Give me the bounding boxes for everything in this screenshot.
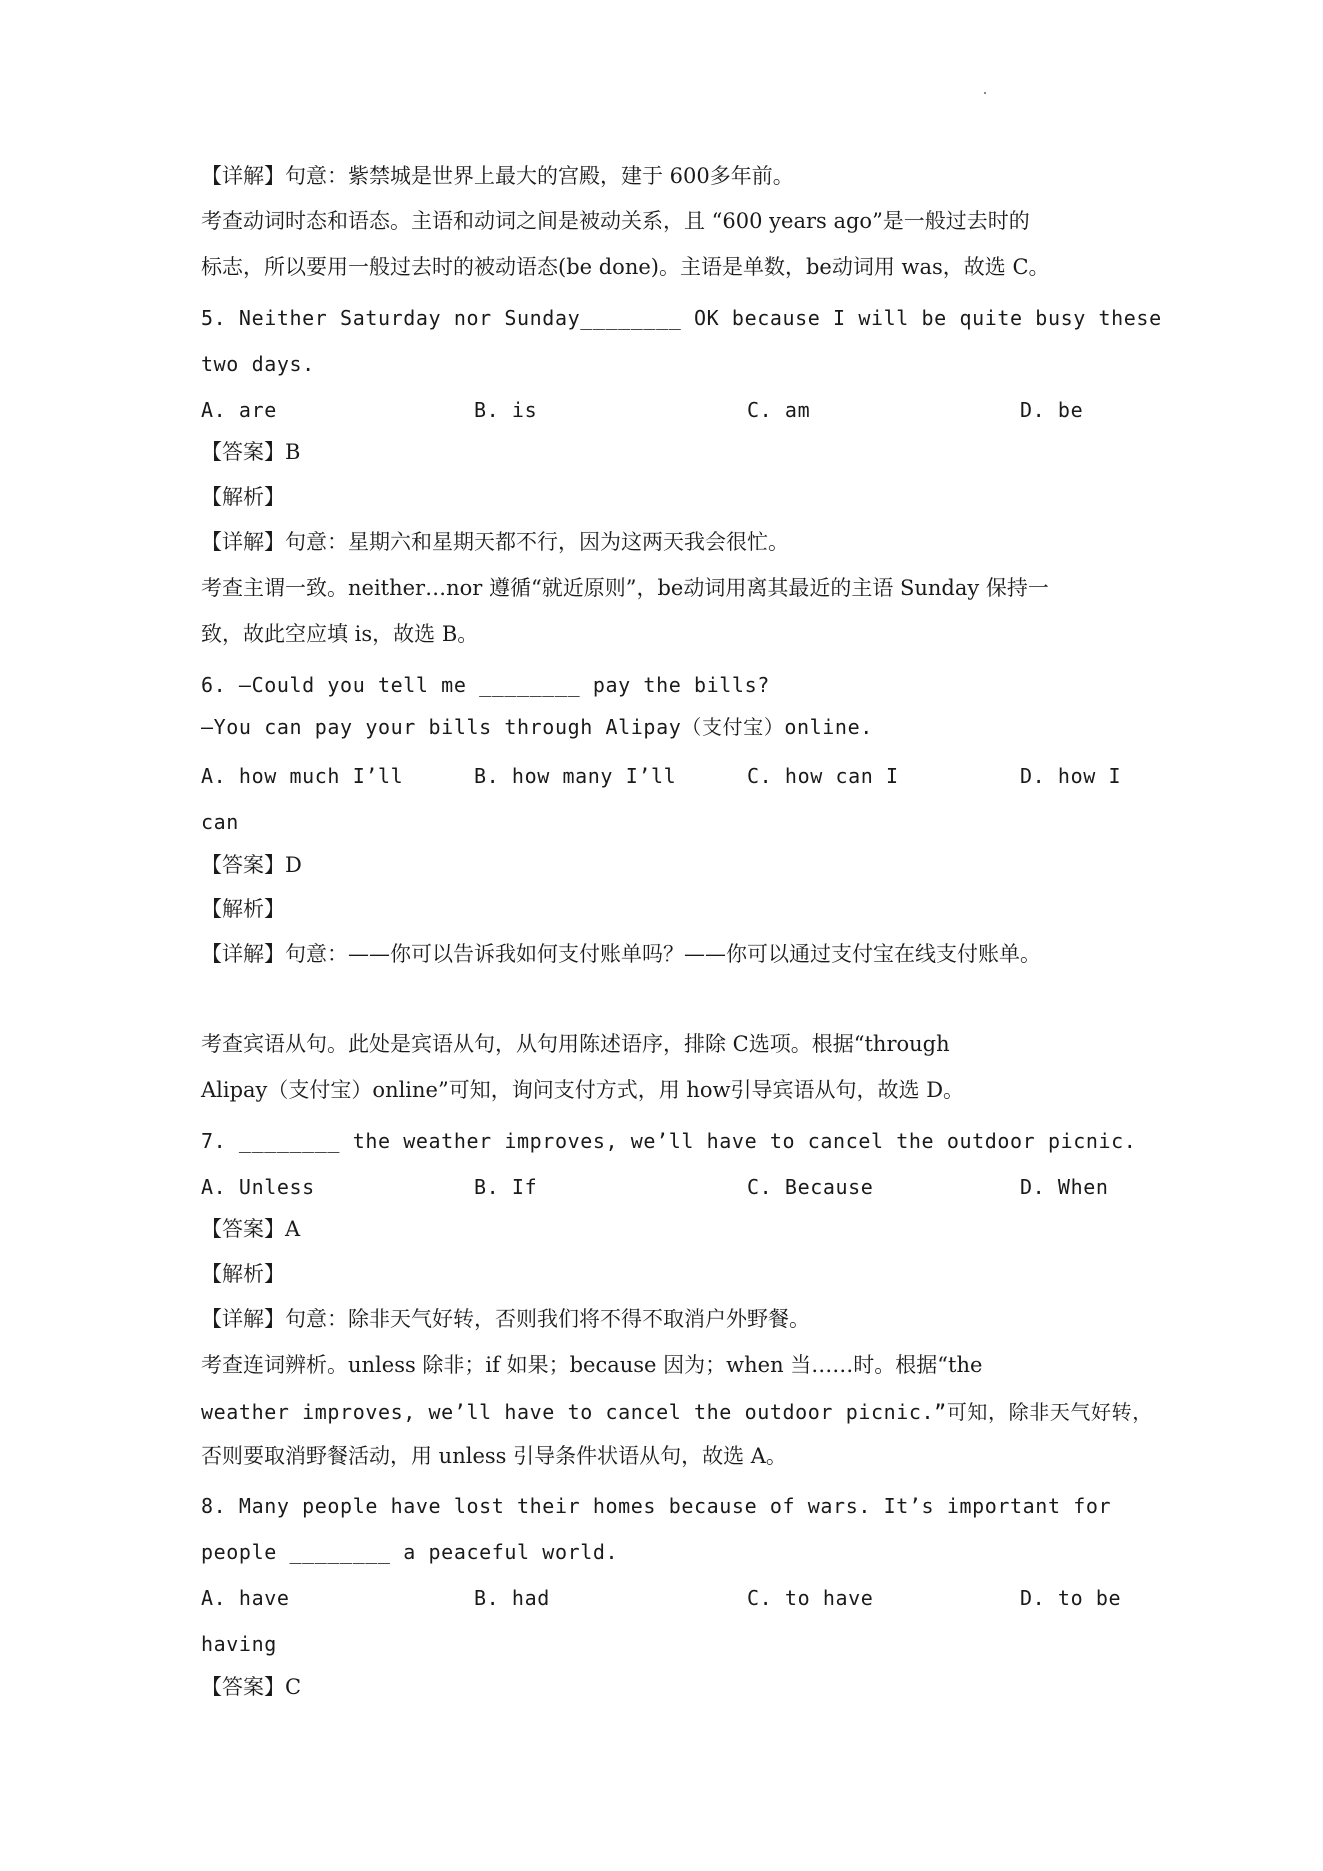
q4-detail: 【详解】句意：紫禁城是世界上最大的宫殿，建于 600多年前。 <box>201 164 794 188</box>
q8-option-a: A. have <box>201 1586 290 1610</box>
q8-option-b: B. had <box>474 1586 550 1610</box>
q6-option-d: D. how I <box>1020 764 1122 788</box>
q5-explain-line-2: 致，故此空应填 is，故选 B。 <box>201 622 479 646</box>
q7-explain-line-1: 考查连词辨析。unless 除非；if 如果；because 因为；when 当……时。根据“the <box>201 1353 983 1377</box>
q7-analysis-heading: 【解析】 <box>201 1262 285 1286</box>
q8-option-d: D. to be <box>1020 1586 1122 1610</box>
q5-explain-line-1: 考查主谓一致。neither…nor 遵循“就近原则”，be动词用离其最近的主语 Sunday 保持一 <box>201 576 1049 600</box>
q7-option-b: B. If <box>474 1175 538 1199</box>
q6-option-c: C. how can I <box>747 764 899 788</box>
q5-option-c: C. am <box>747 398 811 422</box>
q4-explain-line-1: 考查动词时态和语态。主语和动词之间是被动关系，且 “600 years ago”是一般过去时的 <box>201 209 1030 233</box>
q7-option-a: A. Unless <box>201 1175 315 1199</box>
q8-answer: 【答案】C <box>201 1675 302 1699</box>
q6-stem-line-1: 6. —Could you tell me ________ pay the bills? <box>201 673 770 697</box>
q6-option-b: B. how many I’ll <box>474 764 677 788</box>
q6-option-a: A. how much I’ll <box>201 764 404 788</box>
q7-option-d: D. When <box>1020 1175 1109 1199</box>
q4-explain-line-2: 标志，所以要用一般过去时的被动语态(be done)。主语是单数，be动词用 was，故选 C。 <box>201 255 1050 279</box>
q5-analysis-heading: 【解析】 <box>201 485 285 509</box>
q8-option-c: C. to have <box>747 1586 874 1610</box>
q5-option-d: D. be <box>1020 398 1084 422</box>
q5-option-b: B. is <box>474 398 538 422</box>
q6-analysis-heading: 【解析】 <box>201 897 285 921</box>
q8-stem-line-1: 8. Many people have lost their homes because of wars. It’s important for <box>201 1494 1112 1518</box>
q6-answer: 【答案】D <box>201 853 302 877</box>
q7-option-c: C. Because <box>747 1175 874 1199</box>
q7-detail: 【详解】句意：除非天气好转，否则我们将不得不取消户外野餐。 <box>201 1307 810 1331</box>
q6-explain-line-1: 考查宾语从句。此处是宾语从句，从句用陈述语序，排除 C选项。根据“through <box>201 1032 950 1056</box>
q6-stem-line-2: —You can pay your bills through Alipay（支付宝）online. <box>201 715 873 739</box>
q7-explain-line-2: weather improves, we’ll have to cancel the outdoor picnic.”可知，除非天气好转， <box>201 1400 1153 1424</box>
q6-option-d-continued: can <box>201 810 239 834</box>
q8-stem-line-2: people ________ a peaceful world. <box>201 1540 619 1564</box>
q5-stem-line-2: two days. <box>201 352 315 376</box>
q5-stem-line-1: 5. Neither Saturday nor Sunday________ OK because I will be quite busy these <box>201 306 1162 330</box>
q6-detail: 【详解】句意：——你可以告诉我如何支付账单吗？——你可以通过支付宝在线支付账单。 <box>201 942 1041 966</box>
q5-option-a: A. are <box>201 398 277 422</box>
q7-answer: 【答案】A <box>201 1217 301 1241</box>
q5-answer: 【答案】B <box>201 440 301 464</box>
q5-detail: 【详解】句意：星期六和星期天都不行，因为这两天我会很忙。 <box>201 530 789 554</box>
q6-explain-line-2: Alipay（支付宝）online”可知，询问支付方式，用 how引导宾语从句，故选 D。 <box>201 1078 965 1102</box>
q8-option-d-continued: having <box>201 1632 277 1656</box>
q7-explain-line-3: 否则要取消野餐活动，用 unless 引导条件状语从句，故选 A。 <box>201 1444 787 1468</box>
q7-stem-line-1: 7. ________ the weather improves, we’ll have to cancel the outdoor picnic. <box>201 1129 1137 1153</box>
scan-mark <box>984 92 986 94</box>
